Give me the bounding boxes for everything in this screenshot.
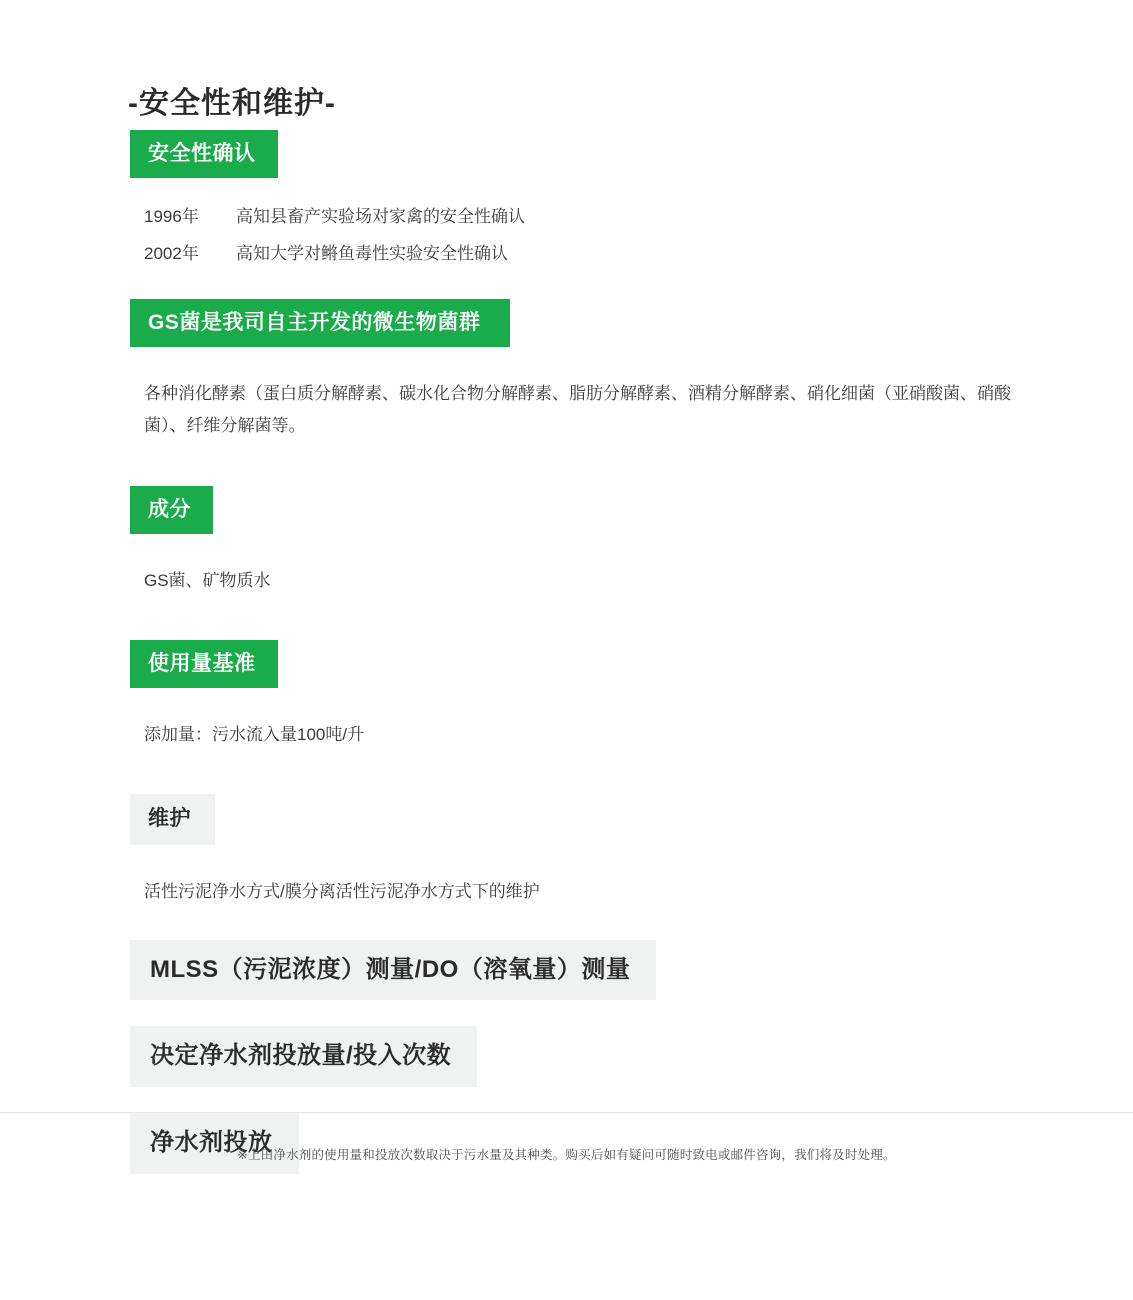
safety-record-year: 2002年 — [144, 244, 199, 264]
ingredients-body: GS菌、矿物质水 — [144, 570, 271, 590]
safety-record-desc: 高知县畜产实验场对家禽的安全性确认 — [236, 207, 525, 227]
section-gs-bacteria — [0, 299, 1133, 443]
section-safety — [0, 130, 1133, 273]
list-item — [144, 235, 1133, 272]
list-item — [144, 198, 1133, 235]
section-usage-standard — [0, 640, 1133, 751]
safety-record-list — [144, 198, 1133, 273]
section-heading-usage-standard: 使用量基准 — [130, 640, 278, 688]
safety-record-year: 1996年 — [144, 207, 199, 227]
section-ingredients — [0, 486, 1133, 597]
footnote: ※上田净水剂的使用量和投放次数取决于污水量及其种类。购买后如有疑问可随时致电或邮件咨询，我们将及时处理。 — [237, 1148, 896, 1162]
footer-divider — [0, 1112, 1133, 1113]
section-maintenance — [0, 794, 1133, 1173]
section-heading-safety: 安全性确认 — [130, 130, 278, 178]
maintenance-step-2: 决定净水剂投放量/投入次数 — [130, 1026, 477, 1087]
maintenance-body: 活性污泥净水方式/膜分离活性污泥净水方式下的维护 — [144, 882, 540, 902]
page-title: -安全性和维护- — [128, 87, 336, 121]
section-heading-gs-bacteria: GS菌是我司自主开发的微生物菌群 — [130, 299, 510, 347]
usage-standard-body: 添加量：污水流入量100吨/升 — [144, 725, 365, 745]
maintenance-step-1: MLSS（污泥浓度）测量/DO（溶氧量）测量 — [130, 940, 656, 1001]
safety-record-desc: 高知大学对鳉鱼毒性实验安全性确认 — [236, 244, 508, 264]
maintenance-step-3: 净水剂投放 — [130, 1113, 299, 1174]
section-heading-maintenance: 维护 — [130, 794, 215, 845]
gs-bacteria-body: 各种消化酵素（蛋白质分解酵素、碳水化合物分解酵素、脂肪分解酵素、酒精分解酵素、硝化细菌（亚硝酸菌、硝酸菌）、纤维分解菌等。 — [144, 383, 1011, 436]
document-content — [0, 130, 1133, 1174]
section-heading-ingredients: 成分 — [130, 486, 213, 534]
